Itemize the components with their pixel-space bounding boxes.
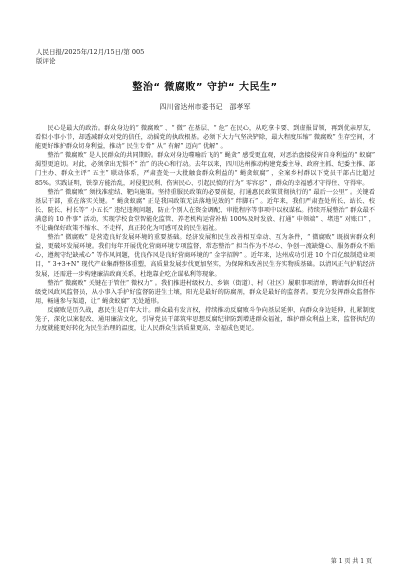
article-byline: 四川省达州市委书记 邵孝军	[159, 103, 251, 111]
publication-source: 人民日报/2025年/12月/15日/第 005	[36, 48, 145, 56]
article-paragraph: 民心是最大的政治。群众身边的“ 微腐败” 、“ 微” 在基层、“ 危” 在民心，从吃拿卡要、到虚报冒领，再到优亲厚友，看似小事小节，却透减群众对党的信任，动摇党的执政根基。必须下大力气坚决铲除，最大程度压缩“ 微腐败” 生存空间，才能更好维护群众切身利益，推动“ 民生专骨” 从“ 有解” 迈向“ 优解” 。	[35, 125, 375, 151]
page-number: 第 1 页 共 1 页	[330, 558, 372, 565]
article-paragraph: 整治“ 微腐败” 须找准症结、靶向施策。坚持重服民政策的必要前提，打通惠民政策贯彻执行的“ 最后一公里” 。关键看基层干部，重在落实关键。“ 蝇贪蚁腐” 正是我国政策无法落地见效的“ 绊脚石” 。近年来，我们严肃查处所长、站长、校长、院长、村长等“ 小五长” 违纪违规问题，防止个别人在资金调配、审批程序等事项中以权谋私。持续开展整治“ 群众最不满意的 10 件事” 活动，实现学校食堂智能化监管、养老机构运营补贴 100%及时发放、打通“ 申领端” 、堵违“ 对账口” ，不让确保好政策不缩水、不走样，真正转化为可感可及的民生福祉。	[35, 188, 375, 233]
article-paragraph: 整治“ 微腐败” 关键在于管住“ 微权力” 。我们推进村级权力、乡镇（街道）、村（社区）履职事项清单，聘请群众担任村级党风政风监督员，从小事入手护好监督防进生土壤，阳光是最好的防腐剂，群众是最好的监督者。要充分发挥群众监督作用，畅通参与渠道，让“ 蝇贪蚁腐” 无处遁形。	[35, 279, 375, 305]
article-paragraph: 反腐败是历久战，惠民生是百年大计。群众最有发言权，持续推动反腐败斗争向基层延伸，向群众身边延伸，扎紧制度笼子，深化以案促改、通用廉洁文化，引导党员干部筑牢思想反腐纪律防到增进群众福祉，维护群众利益上来，监督执纪的力度就能更好转化为民生治理的温度，让人民群众生活质量更高、幸福成色更足。	[35, 306, 375, 333]
article-paragraph: 整治“ 微腐败” 是营造良好发展环境的重要基础。经济发展和民生改善相互牵动、互为条件，“ 微腐败” 既损害群众利益，更破坏发展环境。我们每年开展优化营商环境专项监督，常态整治“ 担当作为不尽心、争创一流缺缝心、服务群众不贴心，遵规守纪缺戒心” 等作风问题，优良作风是良好营商环境的“ 金字招牌” 。近年来，达州成功引进 10 个百亿级制造业项目，“ 3+3+N” 现代产业集群整体重塑，高质量发展步伐更加坚实，为保障和改善民生夯实物质基础。以清风正气护航经济发展，还需进一步构建廉洁政商关系，杜绝靠企吃企谋私利等现象。	[35, 234, 375, 278]
publication-header	[36, 48, 144, 65]
article-title: 整治“ 微腐败” 守护“ 大民生”	[132, 82, 278, 93]
publication-section: 版评论	[36, 56, 56, 65]
article-paragraph: 整治“ 微腐败” 是人民群众的共同期盼。群众对身边噬喻后飞的“ 蝇贪” 感受更直观，对恶治盘接侵害自身利益的“ 蚁腐” 渴望更迫切。对此，必须拿出无惧不“ 治” 的决心和行动。去年以来，四川达州推动构建党委主导、政府主抓、纪委主推、部门主办、群众主评“ 五主” 联动体系，严肃查处一大批触食群众利益的“ 蝇贪蚁腐” ，全案乡村群以下党员干部占比超过85%。实践证明，铁拳方能治乱，对侵犯民利、伤害民心、引起民愤的行为“ 零容忍” ，群众的幸福感才守得住、守得牢。	[35, 152, 375, 187]
article-body	[35, 124, 375, 333]
